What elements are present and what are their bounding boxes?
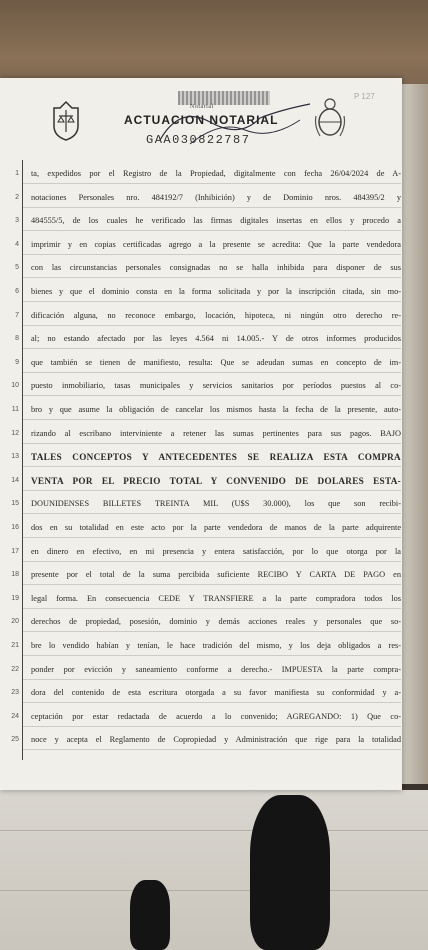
line-number: 19 [11,594,19,602]
line-rule [23,325,401,326]
document-line [11,377,401,396]
line-rule [23,702,401,703]
line-text: imprimir y en copias certificadas agrego a la presente se acredita: Que la parte vendedora [31,239,401,249]
document-title: ACTUACION NOTARIAL [124,113,279,127]
line-rule [23,490,401,491]
floor-tile-line [0,890,428,891]
line-rule [23,372,401,373]
line-number: 5 [15,264,19,272]
line-rule [23,749,401,750]
line-rule [23,608,401,609]
line-number: 23 [11,689,19,697]
line-rule [23,631,401,632]
line-text: ta, expedidos por el Registro de la Propiedad, digitalmente con fecha 26/04/2024 de A- [31,169,401,178]
document-line [11,661,401,680]
document-line [11,731,401,750]
line-rule [23,183,401,184]
line-number: 1 [15,170,19,177]
document-line [15,307,401,326]
line-number: 16 [11,524,19,531]
line-rule [23,584,401,585]
document-line [15,212,401,231]
line-rule [23,443,401,444]
line-number: 18 [11,571,19,579]
line-number: 20 [11,618,19,626]
background-floor [0,790,428,950]
line-text: DOUNIDENSES BILLETES TREINTA MIL (U$S 30.000), los que son recibi- [31,499,401,509]
line-text: 484555/5, de los cuales he verificado las firmas digitales insertas en ellos y procedo a [31,216,401,226]
line-rule [23,466,401,467]
document-line [11,472,401,491]
line-text: TALES CONCEPTOS Y ANTECEDENTES SE REALIZA ESTA COMPRA [31,452,401,463]
line-number: 7 [15,311,19,319]
line-number: 13 [11,453,19,461]
line-rule [23,419,401,420]
stamp-subtext: Notarial [190,104,214,110]
document-serial: GAA030822787 [146,133,251,147]
document-line [11,425,401,444]
line-number: 15 [11,500,19,508]
line-rule [23,207,401,208]
line-number: 6 [15,288,19,295]
floor-tile-line [0,830,428,831]
line-number: 2 [15,193,19,201]
document-line [11,613,401,632]
document-line [11,543,401,562]
line-number: 22 [11,665,19,673]
line-number: 4 [15,240,19,248]
line-text: que también se tienen de manifiesto, resulta: Que se adeudan sumas en concepto de im- [31,357,401,367]
line-rule [23,348,401,349]
line-rule [23,277,401,278]
line-text: noce y acepta el Reglamento de Copropiedad y Administración que rige para la totalidad [31,735,401,745]
line-number: 24 [11,712,19,720]
line-text: bro y que asume la obligación de cancelar los mismos hasta la fecha de la presente, auto- [31,405,401,414]
notary-seal-icon [50,100,82,142]
document-line [11,637,401,656]
document-line [11,708,401,727]
line-number: 25 [11,736,19,744]
line-text: dos en su totalidad en este acto por la parte vendedora de manos de la parte adquirente [31,523,401,532]
line-text: legal forma. En consecuencia CEDE Y TRANSFIERE a la parte compradora todos los [31,593,401,603]
document-line [11,590,401,609]
line-text: dificación alguna, no reconoce embargo, locación, hipoteca, ni ningún otro derecho re- [31,310,401,320]
line-number: 21 [11,642,19,649]
line-rule [23,254,401,255]
line-number: 8 [15,335,19,343]
document-body [11,160,401,760]
line-text: rizando al escribano interviniente a retener las sumas pertinentes para sus pagos. BAJO [31,428,401,438]
line-rule [23,537,401,538]
line-text: dora del contenido de esta escritura otorgada a su favor manifiesta su conformidad y a- [31,688,401,698]
document-line [11,495,401,514]
line-text: presente por el total de la suma percibida suficiente RECIBO Y CARTA DE PAGO en [31,570,401,580]
line-text: con las circunstancias personales consignadas no se halla inhibida para disponer de sus [31,263,401,273]
line-rule [23,655,401,656]
document-line [15,354,401,373]
line-rule [23,230,401,231]
shoe-right [250,795,330,950]
line-text: al; no estando afectado por las leyes 4.564 ni 14.005.- Y de otros informes producidos [31,334,401,344]
document-line [15,189,401,208]
line-rule [23,513,401,514]
line-number: 9 [15,358,19,366]
line-rule [23,561,401,562]
line-text: ponder por evicción y saneamiento conforme a derecho.- IMPUESTA la parte compra- [31,664,401,674]
line-text: puesto inmobiliario, tasas municipales y servicios sanitarios por períodos puestos al co- [31,381,401,391]
document-line [11,566,401,585]
line-number: 10 [11,382,19,390]
document-line [11,684,401,703]
line-text: VENTA POR EL PRECIO TOTAL Y CONVENIDO DE DOLARES ESTA- [31,475,401,486]
document-line [15,283,401,302]
line-text: ceptación por estar redactada de acuerdo a lo convenido; AGREGANDO: 1) Que co- [31,711,401,721]
line-text: bre lo vendido habían y tenían, le hace tradición del mismo, y los deja obligados a res- [31,641,401,650]
document-line [15,236,401,255]
line-text: notaciones Personales nro. 484192/7 (Inhibición) y de Dominio nros. 484395/2 y [31,192,401,202]
folio-number: P 127 [354,92,375,101]
shoe-left [130,880,170,950]
document-line [11,519,401,538]
line-text: bienes y que el dominio consta en la forma solicitada y por la inscripción citada, sin mo- [31,287,401,296]
line-number: 11 [11,406,19,413]
line-number: 12 [11,429,19,437]
document-line [11,448,401,467]
line-number: 17 [11,547,19,555]
line-text: derechos de propiedad, posesión, dominio y demás acciones reales y personales que so- [31,617,401,627]
line-rule [23,679,401,680]
line-number: 14 [11,476,19,484]
document-line [15,330,401,349]
document-line [11,401,401,420]
line-rule [23,301,401,302]
line-rule [23,395,401,396]
document-line [15,259,401,278]
line-number: 3 [15,217,19,225]
document-line [15,165,401,184]
handwritten-signature [150,100,320,150]
line-text: en dinero en efectivo, en mi presencia y entera satisfacción, por lo que otorga por la [31,546,401,556]
page-edge-shadow [402,84,428,784]
line-rule [23,726,401,727]
